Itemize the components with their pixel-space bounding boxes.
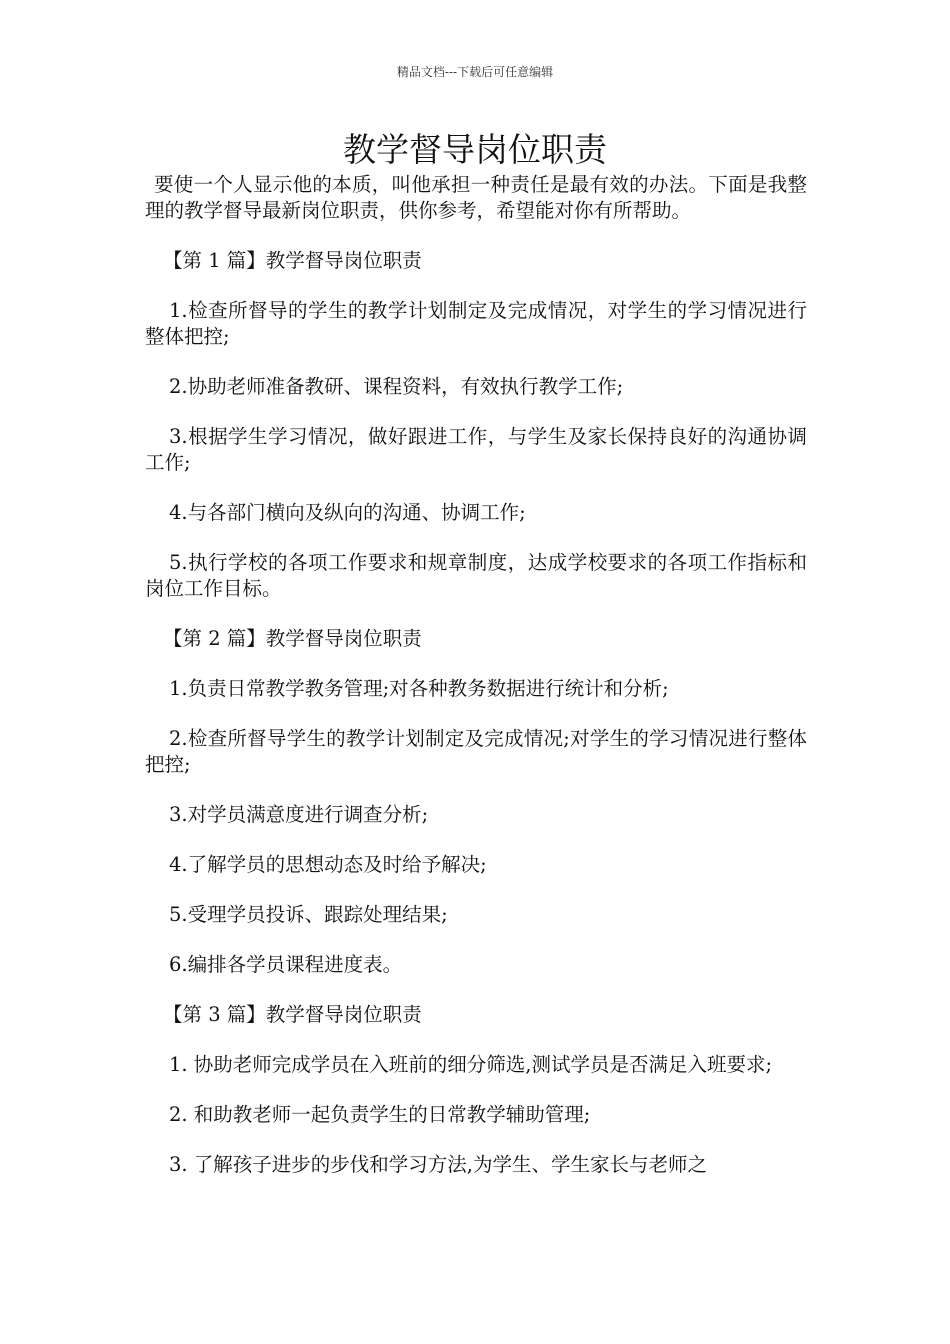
section-3-item-3: 3. 了解孩子进步的步伐和学习方法,为学生、学生家长与老师之 (169, 1153, 708, 1176)
section-1-item-4: 4.与各部门横向及纵向的沟通、协调工作; (169, 501, 526, 524)
section-3-item-2: 2. 和助教老师一起负责学生的日常教学辅助管理; (169, 1103, 591, 1126)
section-1-item-1: 1.检查所督导的学生的教学计划制定及完成情况，对学生的学习情况进行整体把控; (145, 299, 807, 348)
section-2-item-2: 2.检查所督导学生的教学计划制定及完成情况;对学生的学习情况进行整体把控; (145, 727, 807, 776)
intro-paragraph: 要使一个人显示他的本质，叫他承担一种责任是最有效的办法。下面是我整理的教学督导最新岗位职责，供你参考，希望能对你有所帮助。 (145, 173, 807, 222)
section-1-heading: 【第 1 篇】教学督导岗位职责 (163, 249, 422, 272)
page-header-watermark: 精品文档---下载后可任意编辑 (396, 65, 554, 79)
section-3-item-1: 1. 协助老师完成学员在入班前的细分筛选,测试学员是否满足入班要求; (169, 1053, 773, 1076)
document-title: 教学督导岗位职责 (343, 130, 607, 169)
document-body (145, 172, 807, 1178)
section-2-item-3: 3.对学员满意度进行调查分析; (169, 803, 429, 826)
section-1-item-2: 2.协助老师准备教研、课程资料，有效执行教学工作; (169, 375, 624, 398)
section-1-item-5: 5.执行学校的各项工作要求和规章制度，达成学校要求的各项工作指标和岗位工作目标。 (145, 551, 807, 600)
section-2-item-4: 4.了解学员的思想动态及时给予解决; (169, 853, 487, 876)
section-2-item-5: 5.受理学员投诉、跟踪处理结果; (169, 903, 448, 926)
section-1-item-3: 3.根据学生学习情况，做好跟进工作，与学生及家长保持良好的沟通协调工作; (145, 425, 807, 474)
section-2-heading: 【第 2 篇】教学督导岗位职责 (163, 627, 422, 650)
section-3-heading: 【第 3 篇】教学督导岗位职责 (163, 1003, 422, 1026)
section-2-item-1: 1.负责日常教学教务管理;对各种教务数据进行统计和分析; (169, 677, 669, 700)
section-2-item-6: 6.编排各学员课程进度表。 (169, 953, 403, 976)
